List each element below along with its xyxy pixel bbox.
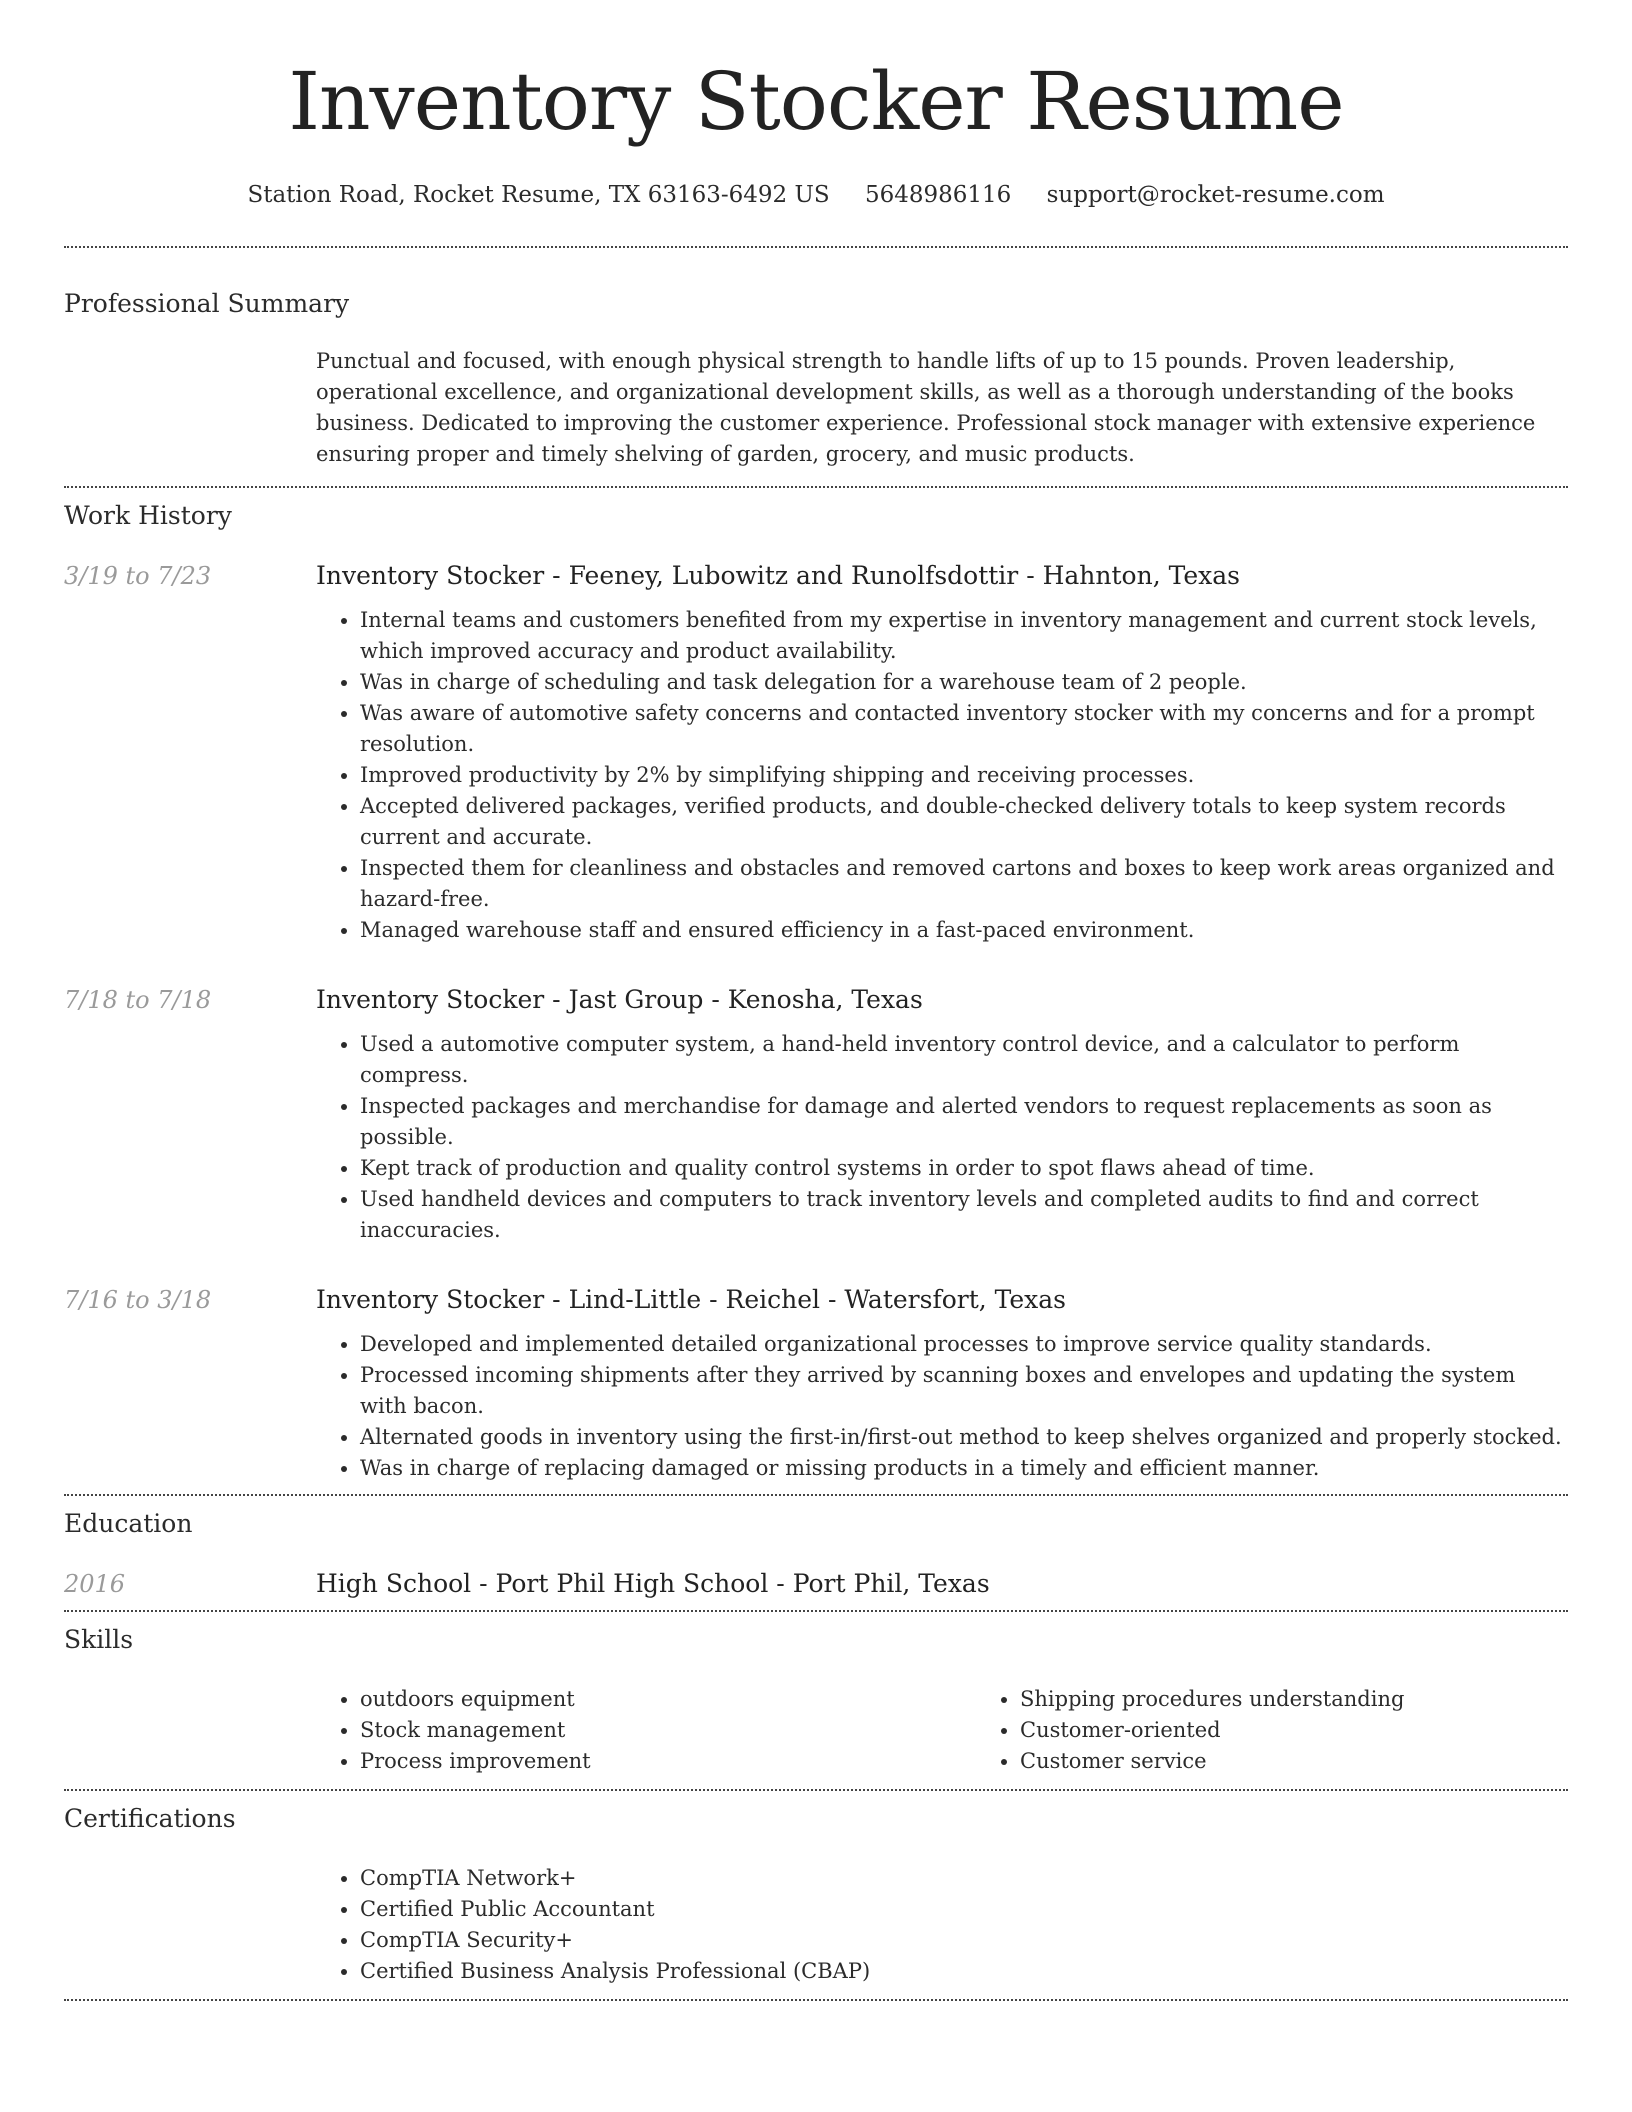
list-item: • Certified Public Accountant: [360, 1894, 1568, 1925]
list-item: • Process improvement: [360, 1746, 976, 1777]
list-item: • Used handheld devices and computers to track inventory levels and completed audits to find and correct inaccuracies.: [360, 1184, 1568, 1246]
list-item: • Improved productivity by 2% by simplifying shipping and receiving processes.: [360, 760, 1568, 791]
divider: [64, 1999, 1568, 2001]
section-heading-certifications: Certifications: [64, 1804, 236, 1833]
job-bullets: [316, 1029, 1568, 1246]
job-title: Inventory Stocker - Lind-Little - Reichel - Watersfort, Texas: [316, 1285, 1066, 1314]
job-dates: 7/16 to 3/18: [64, 1286, 212, 1314]
list-item: • Certified Business Analysis Professional (CBAP): [360, 1956, 1568, 1987]
resume-title: Inventory Stocker Resume: [288, 55, 1344, 148]
job-entry: [64, 560, 1568, 946]
job-bullets: [316, 605, 1568, 946]
education-row: [64, 1568, 1568, 1610]
list-item: • Accepted delivered packages, verified products, and double-checked delivery totals to keep system records current and accurate.: [360, 791, 1568, 853]
section-education: [64, 1496, 1568, 1610]
list-item: • CompTIA Security+: [360, 1925, 1568, 1956]
contact-line: [64, 180, 1568, 210]
job-bullets: [316, 1329, 1568, 1484]
section-summary: [64, 248, 1568, 486]
section-heading-education: Education: [64, 1509, 193, 1538]
list-item: • Shipping procedures understanding: [1020, 1684, 1632, 1715]
education-entry: High School - Port Phil High School - Port Phil, Texas: [316, 1569, 990, 1598]
section-heading-work: Work History: [64, 501, 232, 530]
list-item: • Was in charge of scheduling and task delegation for a warehouse team of 2 people.: [360, 667, 1568, 698]
list-item: • Alternated goods in inventory using the first-in/first-out method to keep shelves organized and properly stocked.: [360, 1422, 1568, 1453]
list-item: • Stock management: [360, 1715, 976, 1746]
list-item: • Customer-oriented: [1020, 1715, 1632, 1746]
certifications-row: [64, 1863, 1568, 1999]
list-item: • Managed warehouse staff and ensured efficiency in a fast-paced environment.: [360, 915, 1568, 946]
skills-row: [64, 1684, 1568, 1789]
list-item: • outdoors equipment: [360, 1684, 976, 1715]
contact-email: support@rocket-resume.com: [1046, 182, 1385, 208]
job-title: Inventory Stocker - Jast Group - Kenosha, Texas: [316, 985, 923, 1014]
summary-row: [64, 346, 1568, 486]
list-item: • Was in charge of replacing damaged or missing products in a timely and efficient manner.: [360, 1453, 1568, 1484]
skills-list-right: [976, 1684, 1632, 1777]
section-heading-skills: Skills: [64, 1625, 134, 1654]
list-item: • Inspected packages and merchandise for damage and alerted vendors to request replacements as soon as possible.: [360, 1091, 1568, 1153]
section-heading-summary: Professional Summary: [64, 289, 350, 318]
education-year: 2016: [64, 1570, 126, 1598]
section-work-history: [64, 488, 1568, 1494]
list-item: • Developed and implemented detailed organizational processes to improve service quality standards.: [360, 1329, 1568, 1360]
list-item: • Used a automotive computer system, a hand-held inventory control device, and a calculator to perform compress.: [360, 1029, 1568, 1091]
list-item: • Was aware of automotive safety concerns and contacted inventory stocker with my concerns and for a prompt resolution.: [360, 698, 1568, 760]
job-title: Inventory Stocker - Feeney, Lubowitz and Runolfsdottir - Hahnton, Texas: [316, 561, 1240, 590]
list-item: • Processed incoming shipments after they arrived by scanning boxes and envelopes and updating the system with bacon.: [360, 1360, 1568, 1422]
job-dates: 7/18 to 7/18: [64, 986, 212, 1014]
list-item: • Customer service: [1020, 1746, 1632, 1777]
list-item: • CompTIA Network+: [360, 1863, 1568, 1894]
list-item: • Kept track of production and quality control systems in order to spot flaws ahead of time.: [360, 1153, 1568, 1184]
section-skills: [64, 1612, 1568, 1789]
skills-list-left: [316, 1684, 976, 1777]
summary-text: Punctual and focused, with enough physical strength to handle lifts of up to 15 pounds. Proven leadership, operational excellence, and organizational development skills, as well as a thorough understanding of the books business. Dedicated to improving the customer experience. Professional stock manager with extensive experience ensuring proper and timely shelving of garden, grocery, and music products.: [316, 349, 1536, 466]
certifications-list: [316, 1863, 1568, 1987]
list-item: • Internal teams and customers benefited from my expertise in inventory management and current stock levels, which improved accuracy and product availability.: [360, 605, 1568, 667]
list-item: • Inspected them for cleanliness and obstacles and removed cartons and boxes to keep work areas organized and hazard-free.: [360, 853, 1568, 915]
contact-phone: 5648986116: [864, 182, 1012, 208]
job-entry: [64, 1284, 1568, 1494]
job-entry: [64, 984, 1568, 1246]
section-certifications: [64, 1791, 1568, 1999]
job-dates: 3/19 to 7/23: [64, 562, 212, 590]
contact-address: Station Road, Rocket Resume, TX 63163-6492 US: [247, 182, 830, 208]
